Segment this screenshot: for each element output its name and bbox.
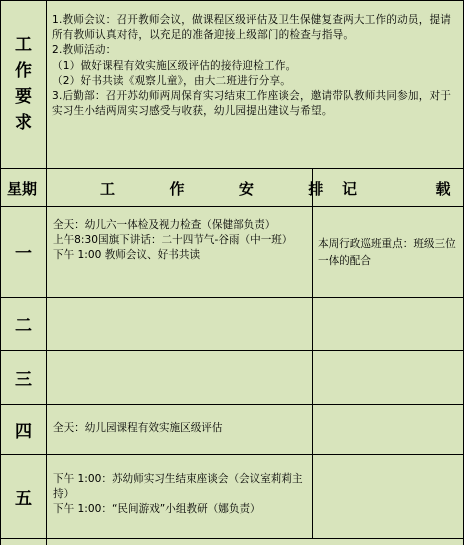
- day-label-3: 三: [15, 369, 32, 390]
- grid-note-column-divider: [312, 168, 313, 538]
- requirements-label: [0, 0, 47, 168]
- plan-line: 上午8:30国旗下讲话：二十四节气-谷雨（中一班）: [53, 234, 293, 246]
- plan-line: 下午 1:00：苏幼师实习生结束座谈会（会议室莉莉主持）: [53, 473, 303, 500]
- note-cell-1: 本周行政巡班重点：班级三位一体的配合: [318, 238, 456, 267]
- grid-line-row4-bottom: [0, 454, 464, 455]
- grid-top-border: [0, 0, 464, 1]
- plan-line: 下午 1:00 教师会议、好书共读: [53, 249, 201, 261]
- requirement-line: 3.后勤部：召开苏幼师两周保育实习结束工作座谈会，邀请带队教师共同参加，对于实习生小结两周实习感受与收获，幼儿园提出建议与希望。: [52, 90, 452, 118]
- plan-line: 全天：幼儿六一体检及视力检查（保健部负责）: [53, 219, 276, 231]
- plan-cell-1: [53, 218, 311, 263]
- requirements-label-char: 求: [15, 113, 32, 133]
- requirements-label-char: 要: [15, 87, 32, 107]
- day-label-4: 四: [15, 421, 32, 442]
- plan-line: 下午 1:00：“民间游戏”小组教研（娜负责）: [53, 503, 261, 515]
- requirement-line: （2）好书共读《观察儿童》，由大二班进行分享。: [52, 74, 292, 87]
- day-label-5: 五: [15, 488, 32, 509]
- grid-line-row3-bottom: [0, 404, 464, 405]
- day-row-2: [0, 297, 464, 350]
- grid-line-row1-bottom: [0, 297, 464, 298]
- day-label-1: 一: [15, 244, 32, 264]
- requirements-label-char: 工: [15, 35, 32, 55]
- grid-line-header-bottom: [0, 206, 464, 207]
- plan-line: 全天：幼儿园课程有效实施区级评估: [53, 422, 223, 434]
- day-row-3: [0, 350, 464, 404]
- requirement-line: 1.教师会议：召开教师会议，做课程区级评估及卫生保健复查两大工作的动员，提请所有教师认真对待，以充足的准备迎接上级部门的检查与指导。: [52, 14, 452, 42]
- requirement-line: （1）做好课程有效实施区级评估的接待迎检工作。: [52, 59, 297, 72]
- trailing-row: [0, 538, 464, 545]
- plan-cell-4: [53, 421, 311, 436]
- requirements-text: [52, 13, 458, 119]
- day-label-2: 二: [15, 316, 32, 336]
- grid-line-row5-bottom: [0, 538, 464, 539]
- header-day-label: 星期: [7, 180, 38, 198]
- header-plan-label: 工 作 安 排: [100, 180, 328, 198]
- requirements-label-char: 作: [15, 61, 32, 81]
- grid-line-row2-bottom: [0, 350, 464, 351]
- requirement-line: 2.教师活动：: [52, 44, 117, 57]
- plan-cell-5: [53, 472, 311, 517]
- header-note-label: 记 载: [342, 180, 455, 198]
- grid-line-requirements-bottom: [0, 168, 464, 169]
